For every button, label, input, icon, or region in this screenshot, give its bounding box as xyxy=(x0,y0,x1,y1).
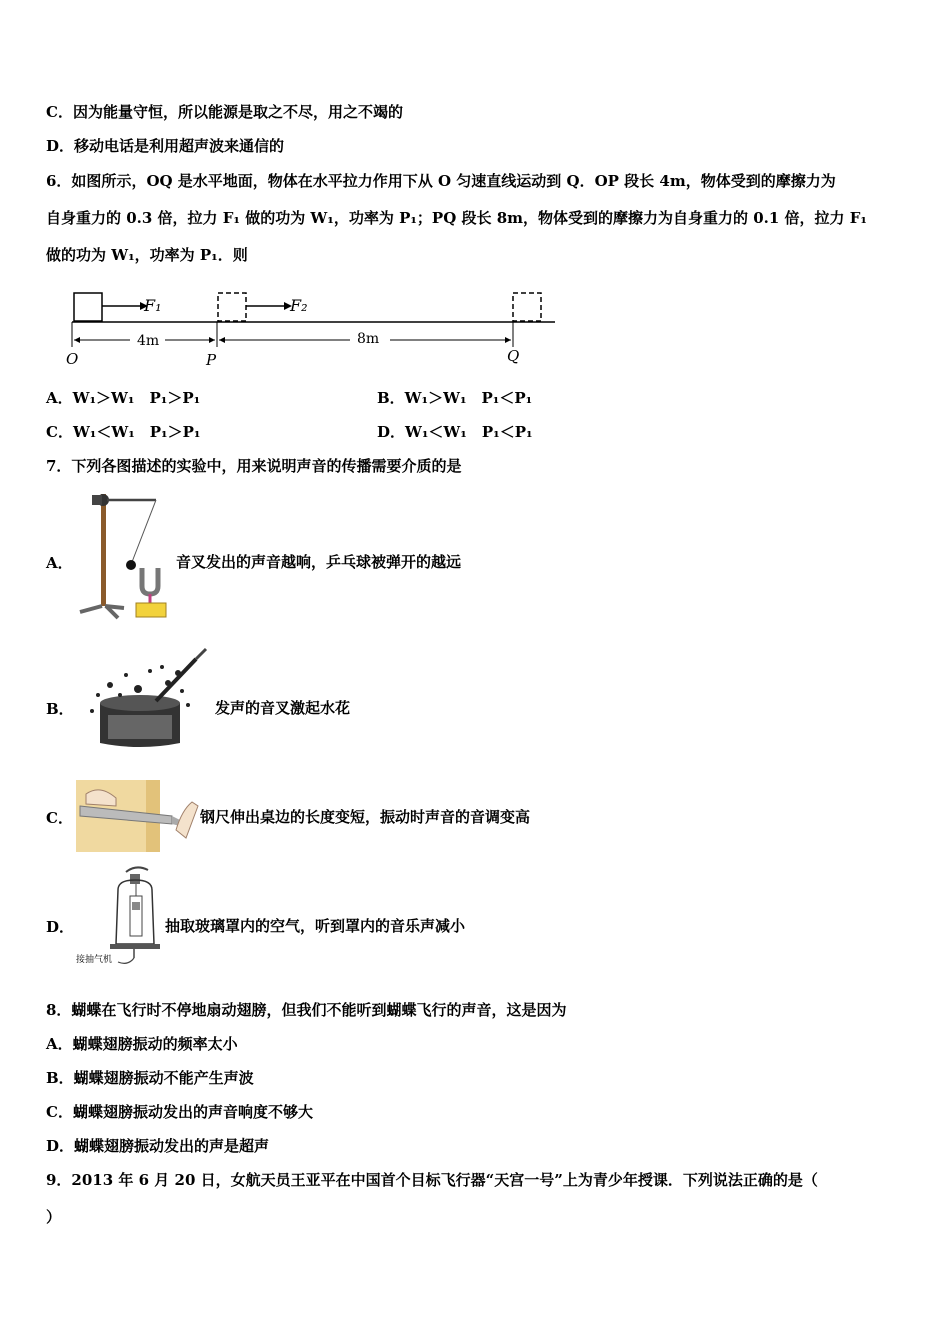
distance-pq-label: 8m xyxy=(357,331,380,347)
q8-option-a: A．蝴蝶翅膀振动的频率太小 xyxy=(46,1035,238,1053)
bell-jar-vacuum-image xyxy=(104,862,164,972)
option-c-energy: C．因为能量守恒，所以能源是取之不尽，用之不竭的 xyxy=(46,103,403,121)
q7-option-d-label: D． xyxy=(46,918,75,936)
q7-option-a-text: 音叉发出的声音越响，乒乓球被弹开的越远 xyxy=(176,553,462,571)
q6-option-a: A．W₁＞W₁ P₁＞P₁ xyxy=(46,389,201,407)
q8-option-b: B．蝴蝶翅膀振动不能产生声波 xyxy=(46,1069,254,1087)
ruler-on-table-image xyxy=(76,780,200,852)
block-at-o xyxy=(74,293,102,321)
q8-option-d: D．蝴蝶翅膀振动发出的声是超声 xyxy=(46,1137,270,1155)
option-d-mobile: D．移动电话是利用超声波来通信的 xyxy=(46,137,285,155)
tuning-fork-pingpong-image xyxy=(74,486,174,622)
q7-option-b-label: B． xyxy=(46,700,74,718)
q7-stem: 7．下列各图描述的实验中，用来说明声音的传播需要介质的是 xyxy=(46,457,462,475)
q7-option-b-text: 发声的音叉激起水花 xyxy=(215,699,351,717)
q6-motion-diagram xyxy=(60,285,560,375)
distance-op-label: 4m xyxy=(137,333,160,349)
q6-stem-2: 自身重力的 0.3 倍，拉力 F₁ 做的功为 W₁，功率为 P₁；PQ 段长 8m，物体受到的摩擦力为自身重力的 0.1 倍，拉力 F₁ xyxy=(46,209,867,227)
point-o-label: O xyxy=(66,350,79,368)
q8-option-c: C．蝴蝶翅膀振动发出的声音响度不够大 xyxy=(46,1103,313,1121)
q7-option-c-text: 钢尺伸出桌边的长度变短，振动时声音的音调变高 xyxy=(200,808,531,826)
point-p-label: P xyxy=(206,351,217,369)
force-f1-label: F₁ xyxy=(144,296,162,315)
pump-label: 接抽气机 xyxy=(76,955,113,965)
point-q-label: Q xyxy=(507,347,520,365)
q6-stem-1: 6．如图所示，OQ 是水平地面，物体在水平拉力作用下从 O 匀速直线运动到 Q．OP 段长 4m，物体受到的摩擦力为 xyxy=(46,172,836,190)
q6-option-d: D．W₁＜W₁ P₁＜P₁ xyxy=(377,423,533,441)
q6-option-b: B．W₁＞W₁ P₁＜P₁ xyxy=(377,389,533,407)
fork-water-splash-image xyxy=(78,645,213,755)
q9-stem-2: ） xyxy=(46,1208,62,1226)
q7-option-c-label: C． xyxy=(46,809,73,827)
q6-stem-3: 做的功为 W₁，功率为 P₁．则 xyxy=(46,246,248,264)
q6-option-c: C．W₁＜W₁ P₁＞P₁ xyxy=(46,423,201,441)
q7-option-d-text: 抽取玻璃罩内的空气，听到罩内的音乐声减小 xyxy=(165,917,466,935)
block-at-p xyxy=(218,293,246,321)
q8-stem: 8．蝴蝶在飞行时不停地扇动翅膀，但我们不能听到蝴蝶飞行的声音，这是因为 xyxy=(46,1001,567,1019)
q7-option-a-label: A． xyxy=(46,554,73,572)
q9-stem-1: 9．2013 年 6 月 20 日，女航天员王亚平在中国首个目标飞行器“天宫一号”上为青少年授课．下列说法正确的是（ xyxy=(46,1171,818,1189)
block-at-q xyxy=(513,293,541,321)
force-f2-label: F₂ xyxy=(290,296,308,315)
